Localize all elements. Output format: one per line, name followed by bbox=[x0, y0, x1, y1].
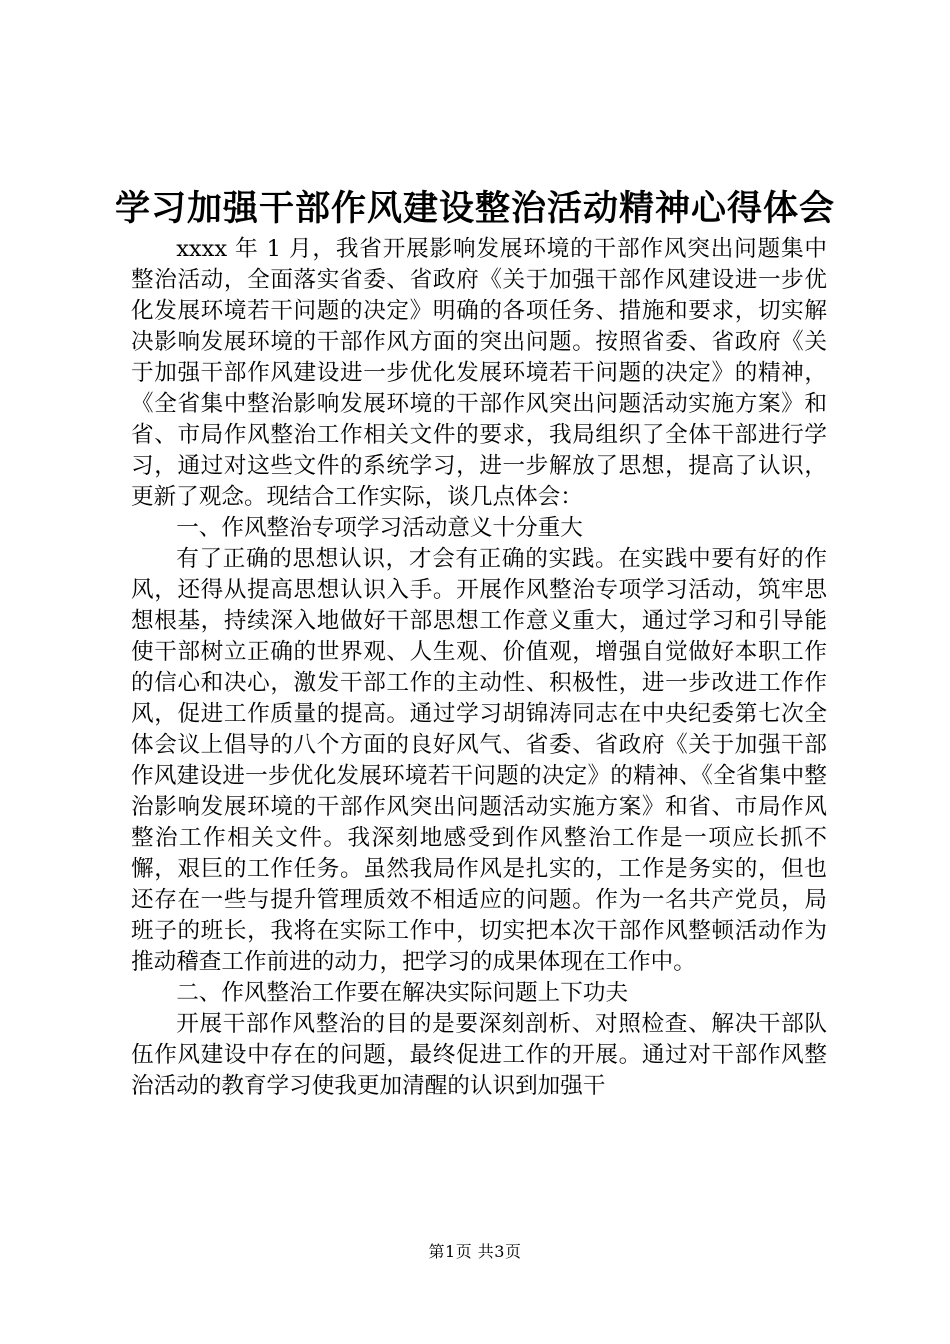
paragraph-section-2: 开展干部作风整治的目的是要深刻剖析、对照检查、解决干部队伍作风建设中存在的问题，最终促进工作的开展。通过对干部作风整治活动的教育学习使我更加清醒的认识到加强干 bbox=[131, 1011, 827, 1099]
document-title: 学习加强干部作风建设整治活动精神心得体会 bbox=[114, 188, 835, 229]
section-heading-1: 一、作风整治专项学习活动意义十分重大 bbox=[176, 515, 583, 541]
document-body bbox=[131, 234, 827, 1102]
paragraph-section-1: 有了正确的思想认识，才会有正确的实践。在实践中要有好的作风，还得从提高思想认识入手。开展作风整治专项学习活动，筑牢思想根基，持续深入地做好干部思想工作意义重大，通过学习和引导能使干部树立正确的世界观、人生观、价值观，增强自觉做好本职工作的信心和决心，激发干部工作的主动性、积极性，进一步改进工作作风，促进工作质量的提高。通过学习胡锦涛同志在中央纪委第七次全体会议上倡导的八个方面的良好风气、省委、省政府《关于加强干部作风建设进一步优化发展环境若干问题的决定》的精神、《全省集中整治影响发展环境的干部作风突出问题活动实施方案》和省、市局作风整治工作相关文件。我深刻地感受到作风整治工作是一项应长抓不懈，艰巨的工作任务。虽然我局作风是扎实的，工作是务实的，但也还存在一些与提升管理质效不相适应的问题。作为一名共产党员，局班子的班长，我将在实际工作中，切实把本次干部作风整顿活动作为推动稽查工作前进的动力，把学习的成果体现在工作中。 bbox=[131, 546, 827, 975]
paragraph-intro: xxxx 年 1 月，我省开展影响发展环境的干部作风突出问题集中整治活动，全面落实省委、省政府《关于加强干部作风建设进一步优化发展环境若干问题的决定》明确的各项任务、措施和要求，切实解决影响发展环境的干部作风方面的突出问题。按照省委、省政府《关于加强干部作风建设进一步优化发展环境若干问题的决定》的精神，《全省集中整治影响发展环境的干部作风突出问题活动实施方案》和省、市局作风整治工作相关文件的要求，我局组织了全体干部进行学习，通过对这些文件的系统学习，进一步解放了思想，提高了认识，更新了观念。现结合工作实际，谈几点体会： bbox=[131, 236, 827, 510]
section-heading-2: 二、作风整治工作要在解决实际问题上下功夫 bbox=[176, 980, 629, 1006]
page-footer: 第1页 共3页 bbox=[428, 1242, 522, 1261]
